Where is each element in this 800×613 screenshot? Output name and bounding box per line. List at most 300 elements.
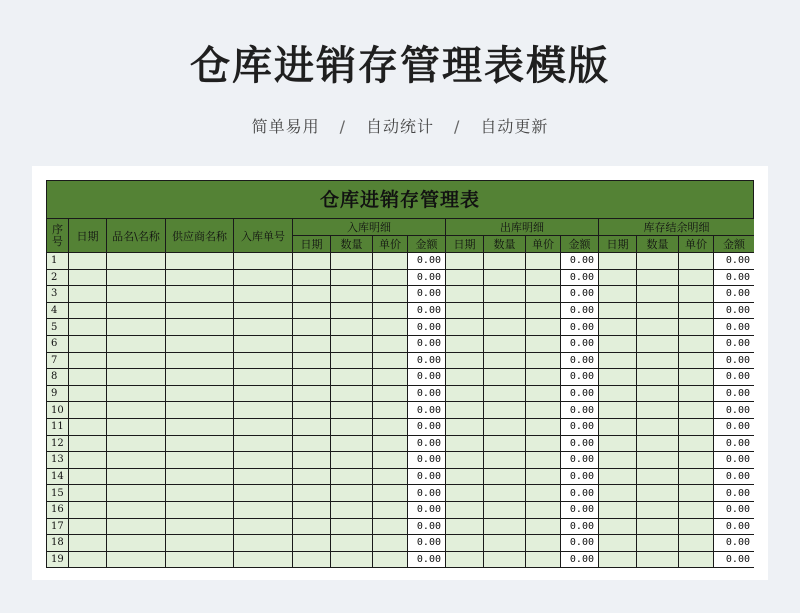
cell-out-date[interactable]: [446, 418, 484, 435]
row-number[interactable]: 9: [47, 385, 69, 402]
cell-out-qty[interactable]: [484, 402, 526, 419]
cell-in-qty[interactable]: [331, 435, 373, 452]
cell-item[interactable]: [107, 253, 166, 270]
cell-in-date[interactable]: [293, 302, 331, 319]
cell-date[interactable]: [69, 535, 107, 552]
cell-stock-qty[interactable]: [637, 402, 679, 419]
cell-out-amount[interactable]: 0.00: [561, 402, 599, 419]
cell-in-qty[interactable]: [331, 385, 373, 402]
cell-stock-qty[interactable]: [637, 485, 679, 502]
cell-item[interactable]: [107, 518, 166, 535]
cell-out-qty[interactable]: [484, 485, 526, 502]
cell-date[interactable]: [69, 485, 107, 502]
cell-in-qty[interactable]: [331, 518, 373, 535]
cell-in-amount[interactable]: 0.00: [408, 335, 446, 352]
cell-out-date[interactable]: [446, 551, 484, 568]
cell-item[interactable]: [107, 501, 166, 518]
cell-inbound-no[interactable]: [234, 385, 293, 402]
cell-in-date[interactable]: [293, 369, 331, 386]
cell-stock-date[interactable]: [599, 535, 637, 552]
cell-in-qty[interactable]: [331, 319, 373, 336]
cell-out-amount[interactable]: 0.00: [561, 253, 599, 270]
cell-in-price[interactable]: [373, 418, 408, 435]
cell-in-amount[interactable]: 0.00: [408, 535, 446, 552]
row-number[interactable]: 4: [47, 302, 69, 319]
cell-stock-date[interactable]: [599, 319, 637, 336]
cell-in-date[interactable]: [293, 468, 331, 485]
cell-date[interactable]: [69, 319, 107, 336]
row-number[interactable]: 13: [47, 452, 69, 469]
cell-stock-qty[interactable]: [637, 253, 679, 270]
cell-stock-qty[interactable]: [637, 369, 679, 386]
cell-inbound-no[interactable]: [234, 468, 293, 485]
cell-in-price[interactable]: [373, 369, 408, 386]
cell-stock-date[interactable]: [599, 335, 637, 352]
cell-stock-date[interactable]: [599, 485, 637, 502]
cell-stock-amount[interactable]: 0.00: [714, 551, 755, 568]
cell-item[interactable]: [107, 269, 166, 286]
cell-stock-price[interactable]: [679, 435, 714, 452]
cell-out-price[interactable]: [526, 385, 561, 402]
row-number[interactable]: 18: [47, 535, 69, 552]
cell-stock-price[interactable]: [679, 535, 714, 552]
cell-stock-qty[interactable]: [637, 501, 679, 518]
cell-in-date[interactable]: [293, 402, 331, 419]
cell-item[interactable]: [107, 352, 166, 369]
cell-in-price[interactable]: [373, 551, 408, 568]
cell-out-date[interactable]: [446, 369, 484, 386]
cell-stock-amount[interactable]: 0.00: [714, 402, 755, 419]
cell-stock-qty[interactable]: [637, 452, 679, 469]
cell-in-price[interactable]: [373, 352, 408, 369]
cell-out-date[interactable]: [446, 435, 484, 452]
cell-in-date[interactable]: [293, 269, 331, 286]
cell-supplier[interactable]: [166, 402, 234, 419]
cell-in-date[interactable]: [293, 319, 331, 336]
cell-in-amount[interactable]: 0.00: [408, 551, 446, 568]
cell-stock-amount[interactable]: 0.00: [714, 369, 755, 386]
cell-supplier[interactable]: [166, 468, 234, 485]
cell-out-date[interactable]: [446, 518, 484, 535]
cell-stock-qty[interactable]: [637, 352, 679, 369]
cell-stock-amount[interactable]: 0.00: [714, 302, 755, 319]
cell-in-price[interactable]: [373, 435, 408, 452]
cell-stock-price[interactable]: [679, 418, 714, 435]
cell-supplier[interactable]: [166, 335, 234, 352]
cell-stock-amount[interactable]: 0.00: [714, 286, 755, 303]
cell-inbound-no[interactable]: [234, 501, 293, 518]
cell-in-qty[interactable]: [331, 485, 373, 502]
cell-out-qty[interactable]: [484, 518, 526, 535]
cell-in-amount[interactable]: 0.00: [408, 302, 446, 319]
cell-date[interactable]: [69, 253, 107, 270]
cell-supplier[interactable]: [166, 535, 234, 552]
cell-in-amount[interactable]: 0.00: [408, 269, 446, 286]
cell-date[interactable]: [69, 418, 107, 435]
cell-out-qty[interactable]: [484, 253, 526, 270]
cell-inbound-no[interactable]: [234, 485, 293, 502]
cell-in-qty[interactable]: [331, 452, 373, 469]
cell-stock-qty[interactable]: [637, 269, 679, 286]
cell-supplier[interactable]: [166, 385, 234, 402]
cell-stock-qty[interactable]: [637, 302, 679, 319]
cell-stock-date[interactable]: [599, 302, 637, 319]
cell-stock-date[interactable]: [599, 435, 637, 452]
cell-inbound-no[interactable]: [234, 418, 293, 435]
cell-stock-amount[interactable]: 0.00: [714, 468, 755, 485]
row-number[interactable]: 12: [47, 435, 69, 452]
cell-in-price[interactable]: [373, 535, 408, 552]
cell-item[interactable]: [107, 535, 166, 552]
cell-in-amount[interactable]: 0.00: [408, 369, 446, 386]
cell-stock-qty[interactable]: [637, 435, 679, 452]
cell-stock-price[interactable]: [679, 319, 714, 336]
cell-date[interactable]: [69, 501, 107, 518]
cell-out-price[interactable]: [526, 452, 561, 469]
cell-stock-amount[interactable]: 0.00: [714, 385, 755, 402]
cell-out-price[interactable]: [526, 352, 561, 369]
cell-stock-price[interactable]: [679, 402, 714, 419]
cell-item[interactable]: [107, 435, 166, 452]
cell-stock-amount[interactable]: 0.00: [714, 335, 755, 352]
cell-item[interactable]: [107, 551, 166, 568]
row-number[interactable]: 16: [47, 501, 69, 518]
cell-out-qty[interactable]: [484, 435, 526, 452]
cell-in-amount[interactable]: 0.00: [408, 402, 446, 419]
cell-in-date[interactable]: [293, 335, 331, 352]
cell-inbound-no[interactable]: [234, 551, 293, 568]
cell-out-date[interactable]: [446, 385, 484, 402]
cell-stock-price[interactable]: [679, 385, 714, 402]
cell-supplier[interactable]: [166, 418, 234, 435]
cell-out-qty[interactable]: [484, 352, 526, 369]
row-number[interactable]: 1: [47, 253, 69, 270]
cell-in-qty[interactable]: [331, 501, 373, 518]
cell-out-amount[interactable]: 0.00: [561, 485, 599, 502]
cell-stock-qty[interactable]: [637, 319, 679, 336]
cell-supplier[interactable]: [166, 551, 234, 568]
cell-item[interactable]: [107, 385, 166, 402]
cell-stock-amount[interactable]: 0.00: [714, 501, 755, 518]
cell-stock-date[interactable]: [599, 518, 637, 535]
cell-out-qty[interactable]: [484, 369, 526, 386]
cell-in-date[interactable]: [293, 418, 331, 435]
cell-stock-amount[interactable]: 0.00: [714, 535, 755, 552]
cell-in-qty[interactable]: [331, 335, 373, 352]
cell-inbound-no[interactable]: [234, 435, 293, 452]
cell-inbound-no[interactable]: [234, 286, 293, 303]
cell-out-date[interactable]: [446, 535, 484, 552]
cell-item[interactable]: [107, 402, 166, 419]
cell-date[interactable]: [69, 302, 107, 319]
cell-item[interactable]: [107, 418, 166, 435]
cell-out-date[interactable]: [446, 319, 484, 336]
cell-stock-date[interactable]: [599, 286, 637, 303]
cell-out-price[interactable]: [526, 435, 561, 452]
cell-date[interactable]: [69, 452, 107, 469]
row-number[interactable]: 17: [47, 518, 69, 535]
cell-out-price[interactable]: [526, 518, 561, 535]
cell-in-date[interactable]: [293, 518, 331, 535]
cell-stock-date[interactable]: [599, 418, 637, 435]
cell-out-price[interactable]: [526, 369, 561, 386]
cell-out-amount[interactable]: 0.00: [561, 302, 599, 319]
cell-out-qty[interactable]: [484, 302, 526, 319]
cell-inbound-no[interactable]: [234, 253, 293, 270]
cell-out-amount[interactable]: 0.00: [561, 418, 599, 435]
cell-in-amount[interactable]: 0.00: [408, 485, 446, 502]
cell-out-qty[interactable]: [484, 551, 526, 568]
cell-in-date[interactable]: [293, 435, 331, 452]
cell-in-date[interactable]: [293, 501, 331, 518]
cell-in-qty[interactable]: [331, 302, 373, 319]
cell-out-qty[interactable]: [484, 286, 526, 303]
cell-date[interactable]: [69, 286, 107, 303]
cell-stock-price[interactable]: [679, 335, 714, 352]
cell-stock-qty[interactable]: [637, 535, 679, 552]
cell-stock-amount[interactable]: 0.00: [714, 319, 755, 336]
cell-in-qty[interactable]: [331, 468, 373, 485]
cell-stock-price[interactable]: [679, 286, 714, 303]
cell-in-qty[interactable]: [331, 253, 373, 270]
cell-out-date[interactable]: [446, 269, 484, 286]
cell-item[interactable]: [107, 286, 166, 303]
cell-in-amount[interactable]: 0.00: [408, 418, 446, 435]
cell-out-date[interactable]: [446, 452, 484, 469]
cell-item[interactable]: [107, 369, 166, 386]
cell-stock-price[interactable]: [679, 269, 714, 286]
cell-in-price[interactable]: [373, 286, 408, 303]
cell-out-qty[interactable]: [484, 535, 526, 552]
cell-out-date[interactable]: [446, 335, 484, 352]
cell-supplier[interactable]: [166, 352, 234, 369]
cell-date[interactable]: [69, 435, 107, 452]
cell-stock-date[interactable]: [599, 385, 637, 402]
cell-out-amount[interactable]: 0.00: [561, 369, 599, 386]
cell-out-amount[interactable]: 0.00: [561, 352, 599, 369]
cell-date[interactable]: [69, 335, 107, 352]
cell-out-qty[interactable]: [484, 418, 526, 435]
cell-in-price[interactable]: [373, 518, 408, 535]
cell-out-amount[interactable]: 0.00: [561, 319, 599, 336]
cell-out-price[interactable]: [526, 319, 561, 336]
cell-stock-amount[interactable]: 0.00: [714, 518, 755, 535]
cell-supplier[interactable]: [166, 286, 234, 303]
cell-out-date[interactable]: [446, 352, 484, 369]
cell-item[interactable]: [107, 452, 166, 469]
cell-out-date[interactable]: [446, 302, 484, 319]
cell-stock-date[interactable]: [599, 269, 637, 286]
cell-out-amount[interactable]: 0.00: [561, 269, 599, 286]
cell-out-qty[interactable]: [484, 468, 526, 485]
cell-in-amount[interactable]: 0.00: [408, 253, 446, 270]
cell-in-qty[interactable]: [331, 402, 373, 419]
cell-stock-price[interactable]: [679, 369, 714, 386]
cell-inbound-no[interactable]: [234, 352, 293, 369]
cell-stock-amount[interactable]: 0.00: [714, 253, 755, 270]
cell-in-date[interactable]: [293, 485, 331, 502]
cell-out-qty[interactable]: [484, 269, 526, 286]
cell-stock-qty[interactable]: [637, 518, 679, 535]
cell-item[interactable]: [107, 485, 166, 502]
cell-in-price[interactable]: [373, 452, 408, 469]
cell-supplier[interactable]: [166, 319, 234, 336]
cell-in-qty[interactable]: [331, 269, 373, 286]
cell-out-price[interactable]: [526, 286, 561, 303]
cell-in-price[interactable]: [373, 501, 408, 518]
cell-in-amount[interactable]: 0.00: [408, 518, 446, 535]
cell-out-amount[interactable]: 0.00: [561, 335, 599, 352]
cell-stock-price[interactable]: [679, 501, 714, 518]
cell-out-amount[interactable]: 0.00: [561, 518, 599, 535]
cell-stock-amount[interactable]: 0.00: [714, 452, 755, 469]
cell-out-price[interactable]: [526, 335, 561, 352]
cell-in-date[interactable]: [293, 253, 331, 270]
cell-stock-price[interactable]: [679, 352, 714, 369]
cell-out-price[interactable]: [526, 535, 561, 552]
cell-in-price[interactable]: [373, 385, 408, 402]
cell-stock-price[interactable]: [679, 468, 714, 485]
cell-date[interactable]: [69, 468, 107, 485]
cell-in-price[interactable]: [373, 319, 408, 336]
cell-inbound-no[interactable]: [234, 269, 293, 286]
cell-inbound-no[interactable]: [234, 369, 293, 386]
cell-in-amount[interactable]: 0.00: [408, 435, 446, 452]
cell-inbound-no[interactable]: [234, 335, 293, 352]
cell-in-date[interactable]: [293, 535, 331, 552]
row-number[interactable]: 11: [47, 418, 69, 435]
cell-out-price[interactable]: [526, 468, 561, 485]
cell-item[interactable]: [107, 335, 166, 352]
cell-date[interactable]: [69, 369, 107, 386]
cell-stock-price[interactable]: [679, 302, 714, 319]
cell-in-price[interactable]: [373, 485, 408, 502]
cell-out-amount[interactable]: 0.00: [561, 286, 599, 303]
cell-out-date[interactable]: [446, 485, 484, 502]
cell-in-amount[interactable]: 0.00: [408, 452, 446, 469]
cell-stock-price[interactable]: [679, 485, 714, 502]
row-number[interactable]: 2: [47, 269, 69, 286]
cell-inbound-no[interactable]: [234, 402, 293, 419]
cell-out-price[interactable]: [526, 302, 561, 319]
cell-date[interactable]: [69, 518, 107, 535]
cell-stock-amount[interactable]: 0.00: [714, 352, 755, 369]
cell-stock-qty[interactable]: [637, 468, 679, 485]
cell-out-qty[interactable]: [484, 452, 526, 469]
cell-stock-qty[interactable]: [637, 335, 679, 352]
cell-item[interactable]: [107, 468, 166, 485]
cell-out-amount[interactable]: 0.00: [561, 385, 599, 402]
cell-inbound-no[interactable]: [234, 535, 293, 552]
cell-inbound-no[interactable]: [234, 452, 293, 469]
cell-stock-date[interactable]: [599, 369, 637, 386]
cell-inbound-no[interactable]: [234, 319, 293, 336]
cell-in-amount[interactable]: 0.00: [408, 286, 446, 303]
cell-stock-qty[interactable]: [637, 418, 679, 435]
cell-stock-amount[interactable]: 0.00: [714, 418, 755, 435]
cell-in-price[interactable]: [373, 335, 408, 352]
cell-supplier[interactable]: [166, 253, 234, 270]
cell-out-date[interactable]: [446, 253, 484, 270]
cell-in-qty[interactable]: [331, 352, 373, 369]
cell-stock-date[interactable]: [599, 352, 637, 369]
cell-out-amount[interactable]: 0.00: [561, 551, 599, 568]
cell-stock-price[interactable]: [679, 551, 714, 568]
cell-in-qty[interactable]: [331, 535, 373, 552]
cell-out-price[interactable]: [526, 418, 561, 435]
row-number[interactable]: 15: [47, 485, 69, 502]
cell-out-price[interactable]: [526, 501, 561, 518]
cell-supplier[interactable]: [166, 485, 234, 502]
cell-in-price[interactable]: [373, 402, 408, 419]
cell-out-date[interactable]: [446, 286, 484, 303]
cell-stock-date[interactable]: [599, 501, 637, 518]
cell-inbound-no[interactable]: [234, 302, 293, 319]
row-number[interactable]: 8: [47, 369, 69, 386]
cell-stock-price[interactable]: [679, 452, 714, 469]
cell-out-date[interactable]: [446, 402, 484, 419]
cell-out-amount[interactable]: 0.00: [561, 468, 599, 485]
cell-out-price[interactable]: [526, 551, 561, 568]
cell-stock-qty[interactable]: [637, 551, 679, 568]
cell-out-date[interactable]: [446, 468, 484, 485]
cell-supplier[interactable]: [166, 369, 234, 386]
cell-in-amount[interactable]: 0.00: [408, 352, 446, 369]
cell-supplier[interactable]: [166, 435, 234, 452]
cell-in-amount[interactable]: 0.00: [408, 385, 446, 402]
cell-out-amount[interactable]: 0.00: [561, 452, 599, 469]
cell-stock-date[interactable]: [599, 253, 637, 270]
cell-out-price[interactable]: [526, 269, 561, 286]
cell-in-price[interactable]: [373, 253, 408, 270]
cell-in-price[interactable]: [373, 302, 408, 319]
cell-out-date[interactable]: [446, 501, 484, 518]
cell-out-price[interactable]: [526, 253, 561, 270]
cell-in-amount[interactable]: 0.00: [408, 501, 446, 518]
cell-in-qty[interactable]: [331, 286, 373, 303]
cell-stock-qty[interactable]: [637, 286, 679, 303]
row-number[interactable]: 6: [47, 335, 69, 352]
cell-date[interactable]: [69, 402, 107, 419]
cell-stock-price[interactable]: [679, 518, 714, 535]
cell-stock-date[interactable]: [599, 452, 637, 469]
cell-out-qty[interactable]: [484, 501, 526, 518]
cell-item[interactable]: [107, 319, 166, 336]
cell-inbound-no[interactable]: [234, 518, 293, 535]
cell-in-amount[interactable]: 0.00: [408, 319, 446, 336]
cell-stock-price[interactable]: [679, 253, 714, 270]
row-number[interactable]: 19: [47, 551, 69, 568]
cell-out-qty[interactable]: [484, 385, 526, 402]
cell-in-price[interactable]: [373, 269, 408, 286]
cell-out-amount[interactable]: 0.00: [561, 535, 599, 552]
cell-out-amount[interactable]: 0.00: [561, 435, 599, 452]
cell-stock-date[interactable]: [599, 551, 637, 568]
cell-stock-date[interactable]: [599, 468, 637, 485]
cell-stock-amount[interactable]: 0.00: [714, 435, 755, 452]
cell-item[interactable]: [107, 302, 166, 319]
row-number[interactable]: 14: [47, 468, 69, 485]
cell-out-amount[interactable]: 0.00: [561, 501, 599, 518]
cell-in-amount[interactable]: 0.00: [408, 468, 446, 485]
row-number[interactable]: 10: [47, 402, 69, 419]
cell-in-date[interactable]: [293, 385, 331, 402]
cell-supplier[interactable]: [166, 501, 234, 518]
cell-date[interactable]: [69, 551, 107, 568]
cell-in-date[interactable]: [293, 352, 331, 369]
cell-stock-amount[interactable]: 0.00: [714, 269, 755, 286]
cell-supplier[interactable]: [166, 452, 234, 469]
